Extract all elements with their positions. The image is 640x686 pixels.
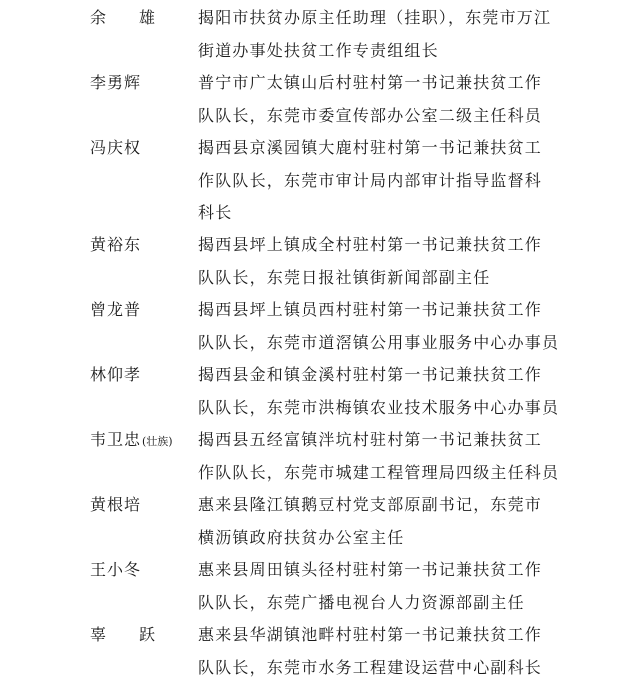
- person-name: 黄根培: [90, 495, 142, 514]
- description-line: 作队队长，东莞市审计局内部审计指导监督科: [198, 170, 543, 190]
- description-line: 揭西县京溪园镇大鹿村驻村第一书记兼扶贫工: [198, 138, 543, 157]
- ethnicity-note: (壮族): [142, 435, 173, 448]
- description-line: 惠来县华湖镇池畔村驻村第一书记兼扶贫工作: [198, 625, 543, 644]
- name-char: 辜: [90, 625, 108, 644]
- description-line: 街道办事处扶贫工作专责组组长: [198, 40, 439, 60]
- person-description: [198, 619, 558, 684]
- person-description: [198, 229, 558, 294]
- description-line: 作队队长，东莞市城建工程管理局四级主任科员: [198, 462, 560, 482]
- description-line: 揭阳市扶贫办原主任助理（挂职），东莞市万江: [198, 8, 552, 27]
- person-description: [198, 554, 558, 619]
- description-line: 队队长，东莞市洪梅镇农业技术服务中心办事员: [198, 397, 560, 417]
- description-line: 惠来县周田镇头径村驻村第一书记兼扶贫工作: [198, 560, 543, 579]
- person-description: [198, 359, 558, 424]
- person-name: [90, 2, 190, 35]
- person-name: 冯庆权: [90, 138, 142, 157]
- description-line: 横沥镇政府扶贫办公室主任: [198, 527, 405, 547]
- person-name: [90, 619, 190, 652]
- description-line: 队队长，东莞日报社镇街新闻部副主任: [198, 267, 491, 287]
- person-name: [90, 424, 190, 459]
- person-name: 李勇辉: [90, 73, 142, 92]
- person-description: [198, 294, 558, 359]
- person-description: [198, 132, 558, 230]
- name-char: 雄: [139, 8, 157, 27]
- description-line: 揭西县坪上镇员西村驻村第一书记兼扶贫工作: [198, 300, 543, 319]
- person-description: [198, 67, 558, 132]
- person-name: 林仰孝: [90, 365, 142, 384]
- description-line: 队队长，东莞市水务工程建设运营中心副科长: [198, 657, 543, 677]
- description-line: 普宁市广太镇山后村驻村第一书记兼扶贫工作: [198, 73, 543, 92]
- description-line: 揭西县坪上镇成全村驻村第一书记兼扶贫工作: [198, 235, 543, 254]
- description-line: 惠来县隆江镇鹅豆村党支部原副书记，东莞市: [198, 495, 543, 514]
- description-line: 队队长，东莞市委宣传部办公室二级主任科员: [198, 105, 543, 125]
- description-line: 队队长，东莞广播电视台人力资源部副主任: [198, 592, 525, 612]
- person-description: [198, 489, 558, 554]
- description-line: 揭西县金和镇金溪村驻村第一书记兼扶贫工作: [198, 365, 543, 384]
- name-text: 韦卫忠: [90, 430, 142, 449]
- person-description: [198, 424, 558, 489]
- person-name: 王小冬: [90, 560, 142, 579]
- description-line: 科长: [198, 203, 233, 222]
- person-description: [198, 2, 558, 67]
- description-line: 揭西县五经富镇泮坑村驻村第一书记兼扶贫工: [198, 430, 543, 449]
- person-name: 曾龙普: [90, 300, 142, 319]
- description-line: 队队长，东莞市道滘镇公用事业服务中心办事员: [198, 332, 560, 352]
- person-name: 黄裕东: [90, 235, 142, 254]
- name-char: 跃: [139, 625, 157, 644]
- name-char: 余: [90, 8, 108, 27]
